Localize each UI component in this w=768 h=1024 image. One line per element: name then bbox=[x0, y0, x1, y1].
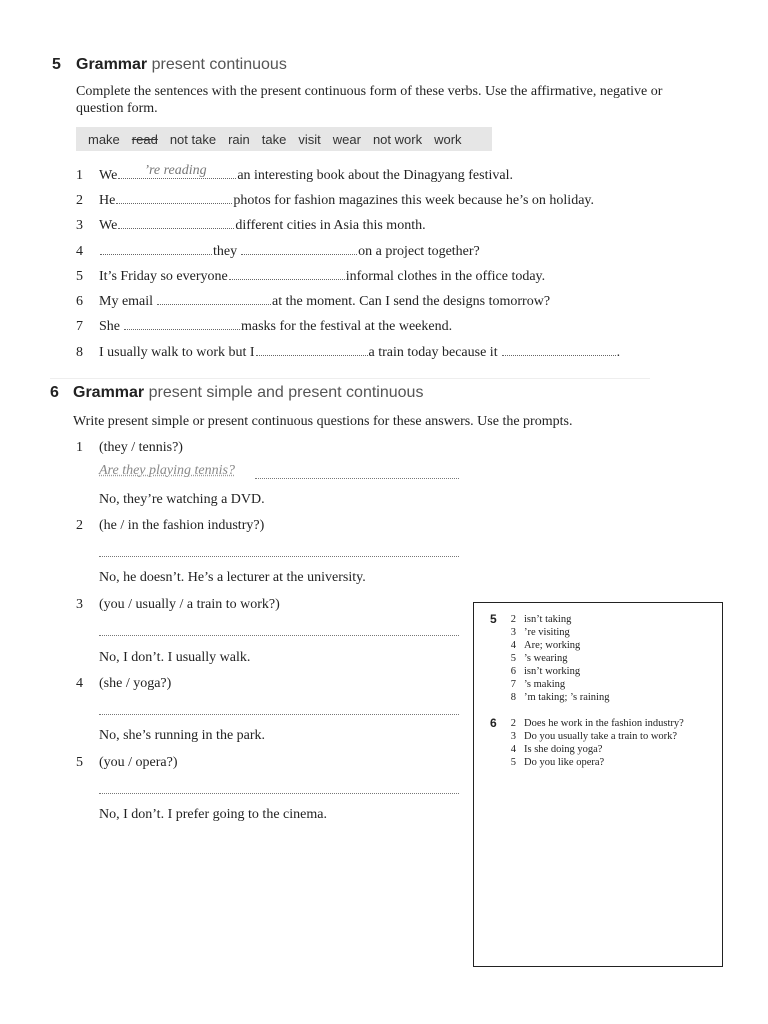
answer-key-section5 bbox=[490, 613, 609, 704]
key-row bbox=[490, 613, 609, 626]
answer-blank[interactable] bbox=[118, 216, 234, 229]
section5-item-4 bbox=[76, 242, 480, 260]
answer-line[interactable] bbox=[255, 477, 459, 479]
prompt-text: (you / opera?) bbox=[99, 755, 178, 770]
key-row bbox=[490, 652, 609, 665]
key-row bbox=[490, 691, 609, 704]
section5-heading-bold: Grammar bbox=[76, 56, 148, 73]
key-number: 2 bbox=[510, 718, 516, 729]
section6-number: 6 bbox=[50, 384, 59, 401]
section-divider bbox=[50, 378, 650, 379]
item-text: We bbox=[99, 218, 118, 233]
section6-heading-bold: Grammar bbox=[73, 384, 145, 401]
section5-item-3 bbox=[76, 216, 426, 234]
verb-word: rain bbox=[228, 131, 250, 147]
verb-word: work bbox=[434, 131, 462, 147]
answer-text: No, I don’t. I usually walk. bbox=[99, 650, 251, 665]
answer-blank[interactable] bbox=[100, 242, 212, 255]
section6-item-1-prompt bbox=[76, 440, 183, 456]
key-number: 5 bbox=[510, 653, 516, 664]
item-number: 4 bbox=[76, 676, 83, 691]
answer-line[interactable] bbox=[99, 555, 459, 557]
section5-heading-topic: present continuous bbox=[151, 56, 287, 73]
item-number: 4 bbox=[76, 244, 83, 259]
section6-item-4-prompt bbox=[76, 676, 171, 692]
key-number: 3 bbox=[510, 627, 516, 638]
key-answer: Do you usually take a train to work? bbox=[524, 731, 678, 742]
key-answer: Are; working bbox=[524, 640, 581, 651]
section6-heading bbox=[73, 384, 423, 402]
key-answer: ’m taking; ’s raining bbox=[524, 692, 610, 703]
key-number: 5 bbox=[510, 757, 516, 768]
answer-text: No, she’s running in the park. bbox=[99, 728, 266, 743]
answer-blank[interactable] bbox=[124, 317, 240, 330]
key-row bbox=[490, 678, 609, 691]
section5-item-8 bbox=[76, 343, 620, 361]
verb-word: not work bbox=[372, 131, 423, 147]
key-section-label: 5 bbox=[490, 612, 497, 626]
key-answer: ’s wearing bbox=[524, 653, 568, 664]
item-number: 3 bbox=[76, 218, 83, 233]
item-text: on a project together? bbox=[358, 244, 480, 259]
item-number: 7 bbox=[76, 319, 83, 334]
item-text: photos for fashion magazines this week because he’s on holiday. bbox=[233, 193, 594, 208]
answer-blank[interactable] bbox=[256, 343, 368, 356]
item-text: different cities in Asia this month. bbox=[235, 218, 426, 233]
item-text: He bbox=[99, 193, 116, 208]
example-answer: ’re reading bbox=[144, 163, 207, 178]
key-answer: Does he work in the fashion industry? bbox=[524, 718, 684, 729]
key-row bbox=[490, 717, 684, 730]
verb-word: not take bbox=[169, 131, 217, 147]
key-number: 6 bbox=[510, 666, 516, 677]
answer-blank[interactable] bbox=[157, 292, 271, 305]
item-number: 1 bbox=[76, 168, 83, 183]
example-answer: Are they playing tennis? bbox=[99, 463, 235, 478]
section6-item-3-prompt bbox=[76, 597, 280, 613]
key-answer: ’s making bbox=[524, 679, 566, 690]
section5-item-5 bbox=[76, 267, 545, 285]
section5-number: 5 bbox=[52, 56, 61, 73]
item-text: We bbox=[99, 168, 118, 183]
key-row bbox=[490, 626, 609, 639]
section5-item-6 bbox=[76, 292, 550, 310]
answer-blank[interactable] bbox=[229, 267, 345, 280]
key-answer: ’re visiting bbox=[524, 627, 570, 638]
verb-box bbox=[76, 127, 492, 151]
item-number: 1 bbox=[76, 440, 83, 455]
item-text: My email bbox=[99, 294, 154, 309]
section5-item-7 bbox=[76, 317, 452, 335]
section6-item-2-prompt bbox=[76, 518, 264, 534]
verb-word: wear bbox=[332, 131, 361, 147]
key-number: 4 bbox=[510, 640, 516, 651]
key-row bbox=[490, 730, 684, 743]
answer-text: No, he doesn’t. He’s a lecturer at the university. bbox=[99, 570, 366, 585]
section5-instruction: Complete the sentences with the present continuous form of these verbs. Use the affirmative, negative or question form. bbox=[76, 84, 663, 116]
item-text: they bbox=[213, 244, 238, 259]
section5-heading bbox=[76, 56, 287, 74]
key-row bbox=[490, 665, 609, 678]
item-text: She bbox=[99, 319, 120, 334]
item-text: masks for the festival at the weekend. bbox=[241, 319, 453, 334]
item-text: informal clothes in the office today. bbox=[345, 269, 546, 284]
verb-word-used: read bbox=[131, 131, 158, 147]
item-number: 5 bbox=[76, 755, 83, 770]
verb-word: make bbox=[88, 131, 120, 147]
verb-word: visit bbox=[298, 131, 321, 147]
section5-item-1 bbox=[76, 163, 513, 184]
item-number: 3 bbox=[76, 597, 83, 612]
item-text: I usually walk to work but I bbox=[99, 345, 255, 360]
prompt-text: (they / tennis?) bbox=[99, 440, 183, 455]
prompt-text: (he / in the fashion industry?) bbox=[99, 518, 265, 533]
answer-key-box bbox=[473, 602, 723, 967]
item-text: an interesting book about the Dinagyang festival. bbox=[237, 168, 513, 183]
key-number: 4 bbox=[510, 744, 516, 755]
section6-item-5-prompt bbox=[76, 755, 178, 771]
key-row bbox=[490, 639, 609, 652]
item-text: at the moment. Can I send the designs tomorrow? bbox=[272, 294, 551, 309]
section5-item-2 bbox=[76, 191, 594, 209]
key-answer: isn’t working bbox=[524, 666, 581, 677]
item-text: a train today because it bbox=[368, 345, 498, 360]
section6-heading-topic: present simple and present continuous bbox=[148, 384, 424, 401]
item-number: 8 bbox=[76, 345, 83, 360]
prompt-text: (she / yoga?) bbox=[99, 676, 172, 691]
verb-word: take bbox=[261, 131, 287, 147]
item-text: . bbox=[616, 345, 621, 360]
item-number: 2 bbox=[76, 193, 83, 208]
item-text: It’s Friday so everyone bbox=[99, 269, 228, 284]
item-number: 2 bbox=[76, 518, 83, 533]
key-number: 7 bbox=[510, 679, 516, 690]
prompt-text: (you / usually / a train to work?) bbox=[99, 597, 280, 612]
answer-blank[interactable] bbox=[116, 191, 232, 204]
key-number: 2 bbox=[510, 614, 516, 625]
key-answer: isn’t taking bbox=[524, 614, 572, 625]
section6-instruction: Write present simple or present continuous questions for these answers. Use the prompts. bbox=[73, 414, 573, 429]
key-answer: Do you like opera? bbox=[524, 757, 605, 768]
answer-blank[interactable] bbox=[241, 242, 357, 255]
item-number: 5 bbox=[76, 269, 83, 284]
key-section-label: 6 bbox=[490, 716, 497, 730]
key-number: 3 bbox=[510, 731, 516, 742]
answer-line[interactable] bbox=[99, 792, 459, 794]
answer-text: No, I don’t. I prefer going to the cinema. bbox=[99, 807, 327, 822]
answer-blank[interactable] bbox=[118, 163, 236, 179]
answer-text: No, they’re watching a DVD. bbox=[99, 492, 265, 507]
key-answer: Is she doing yoga? bbox=[524, 744, 603, 755]
key-row bbox=[490, 743, 684, 756]
answer-line[interactable] bbox=[99, 713, 459, 715]
answer-line[interactable] bbox=[99, 634, 459, 636]
answer-key-section6 bbox=[490, 717, 684, 769]
item-number: 6 bbox=[76, 294, 83, 309]
key-number: 8 bbox=[510, 692, 516, 703]
answer-blank[interactable] bbox=[502, 343, 616, 356]
key-row bbox=[490, 756, 684, 769]
